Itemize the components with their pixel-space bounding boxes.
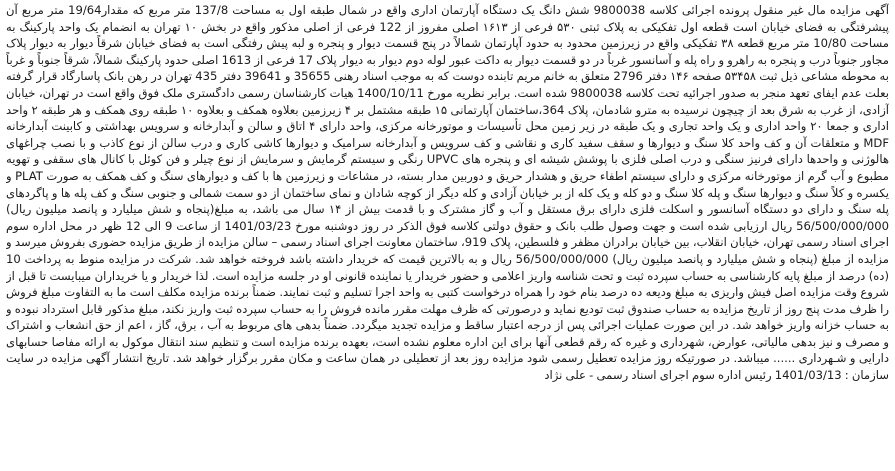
auction-notice [6,2,889,469]
notice-body-text: آگهی مزایده مال غیر منقول پرونده اجرائی کلاسه 9800038 شش دانگ یک دستگاه آپارتمان اداری واقع در شمال طبقه اول به مساحت 137/8 متر مربع که مقدار19/64 متر مربع آن پیشرفتگی به فضای خیابان است قطعه اول تفکیکی به پلاک ثبتی ۵۳۰ فرعی از ۱۶۱۳ اصلی مفروز از 122 فرعی از اصلی مذکور واقع در بخش ۱۰ تهران به انضمام یک واحد پارکینگ به مساحت 10/80 متر مربع قطعه ۳۸ تفکیکی واقع در زیرزمین محدود به حدود آپارتمان شمالاً در پنج قسمت دیوار و پنجره و لبه پیش رفتگی است به فضای خیابان شرقاً دیوار به دیوار پلاک مجاور جنوباً درب و پنجره به راهرو و راه پله و آسانسور غرباً در دو قسمت دیوار به داکت عبور لوله دوم دیوار به دیوار پلاک 17 فرعی از 1613 اصلی حدود پارکینگ شمالاً، شرقاً جنوباً و غرباً به محوطه مشاعی ذیل ثبت ۵۳۴۵۸ صفحه ۱۴۶ دفتر 2796 متعلق به خانم مریم تابنده دوست که به موجب اسناد رهنی 35655 و 39641 دفتر 435 تهران در رهن بانک پاسارگاد قرار گرفته بعلت عدم ایفای تعهد منجر به صدور اجرائیه تحت کلاسه 9800038 شده است. برابر نظریه مورخ 1400/10/11 هیات کارشناسان رسمی دادگستری ملک فوق واقع است در تهران، خیابان آزادی، از غرب به شرق بعد از چیچون نرسیده به مترو شادمان، پلاک 364،ساختمان آپارتمانی ۱۵ طبقه مشتمل بر ۴ زیرزمین بعلاوه همکف و بعلاوه ۱۰ طبقه روی همکف و هر طبقه ۲ واحد اداری و جمعا ۲۰ واحد اداری و یک واحد تجاری و یک طبقه در زیر زمین محل تأسیسات و موتورخانه مرکزی، واحد دارای ۴ اتاق و سالن و آبدارخانه و سرویس بهداشتی و کابینت آبدارخانه MDF و متعلقات آن و کف واحد کلا سنگ و دیوارها و سقف سفید کاری و نقاشی و کف سرویس و آبدارخانه سرامیک و دیوارها کاشی کاری و درب سالن از نوع کاذب و با نصب چراغهای هالوژنی و واحدها دارای فرنیز سنگی و درب اصلی فلزی با پوشش شیشه ای و پنجره های UPVC رنگی و سیستم گرمایش و سرمایش از نوع چیلر و فن کوئل با کانال های سقفی و تهویه مطبوع و آب گرم از موتورخانه مرکزی و دارای سیستم اطفاء حریق و هشدار حریق و دوربین مدار بسته، در مشاعات و زیرزمین ها با کف و دیوارهای سنگ و کف همکف به صورت PLAT و یکسره و کلاً سنگ و دیوارها سنگ و پله کلا سنگ و دو کله و یک کله از بر خیابان آزادی و کله دیگر از کوچه شادان و نمای ساختمان از دو سمت شمالی و جنوبی سنگ و کف پله ها و پاگردهای پله سنگ و دارای دو دستگاه آسانسور و اسکلت فلزی دارای برق مستقل و آب و گاز مشترک و با قدمت بیش از ۱۴ سال می باشد، به مبلغ(پنجاه و شش میلیارد و پانصد میلیون ریال) 56/500/000/000 ریال ارزیابی شده است و جهت وصول طلب بانک و حقوق دولتی کلاسه فوق الذکر در روز دوشنبه مورخ 1401/03/23 از ساعت 9 الی 12 ظهر در محل اداره سوم اجرای اسناد رسمی تهران، خیابان انقلاب، بین خیابان برادران مظفر و فلسطین، پلاک 919، ساختمان معاونت اجرای اسناد رسمی – سالن مزایده از طریق مزایده حضوری بفروش میرسد و مزایده از مبلغ (پنجاه و شش میلیارد و پانصد میلیون ریال) 56/500/000/000 ریال و به بالاترین قیمت که خریدار داشته باشد فروخته خواهد شد. شرکت در مزایده منوط به پرداخت 10 (ده) درصد از مبلغ پایه کارشناسی به حساب سپرده ثبت و تحت شناسه واریز اعلامی و حضور خریدار یا نماینده قانونی او در جلسه مزایده است. لذا خریدار و یا خریداران میبایست تا قبل از شروع وقت مزایده اصل فیش واریزی به مبلغ ودیعه ده درصد بنام خود را همراه درخواست کتبی به واحد اجرا تسلیم و ثبت نمایند. ضمناً برنده مزایده مکلف است ما به التفاوت مبلغ فروش را ظرف مدت پنج روز از تاریخ مزایده به حساب صندوق ثبت تودیع نماید و درصورتی که ظرف مهلت مقرر مانده فروش را به حساب سپرده ثبت واریز نکند، مبلغ مذکور قابل استرداد نبوده و به حساب خزانه واریز خواهد شد. در این صورت عملیات اجرائی پس از درجه اعتبار ساقط و مزایده تجدید میگردد. ضمناً بدهی های مربوط به آب ، برق، گاز ، اعم از حق انشعاب و اشتراک و مصرف و نیز بدهی مالیاتی، عوارض، شهرداری و غیره که رقم قطعی آنها برای این اداره معلوم نشده است، بعهده برنده مزایده است و تنظیم سند انتقال موکول به ارائه مفاصا حسابهای دارایی و شـهرداری ...... میباشد. در صورتیکه روز مزایده تعطیل رسمی شود مزایده روز بعد از تعطیلی در همان ساعت و مکان مقرر برگزار خواهد شد. تاریخ انتشار آگهی مزایده در سایت سازمان : 1401/03/13 رئیس اداره سوم اجرای اسناد رسمی - علی نژاد [6,3,889,383]
